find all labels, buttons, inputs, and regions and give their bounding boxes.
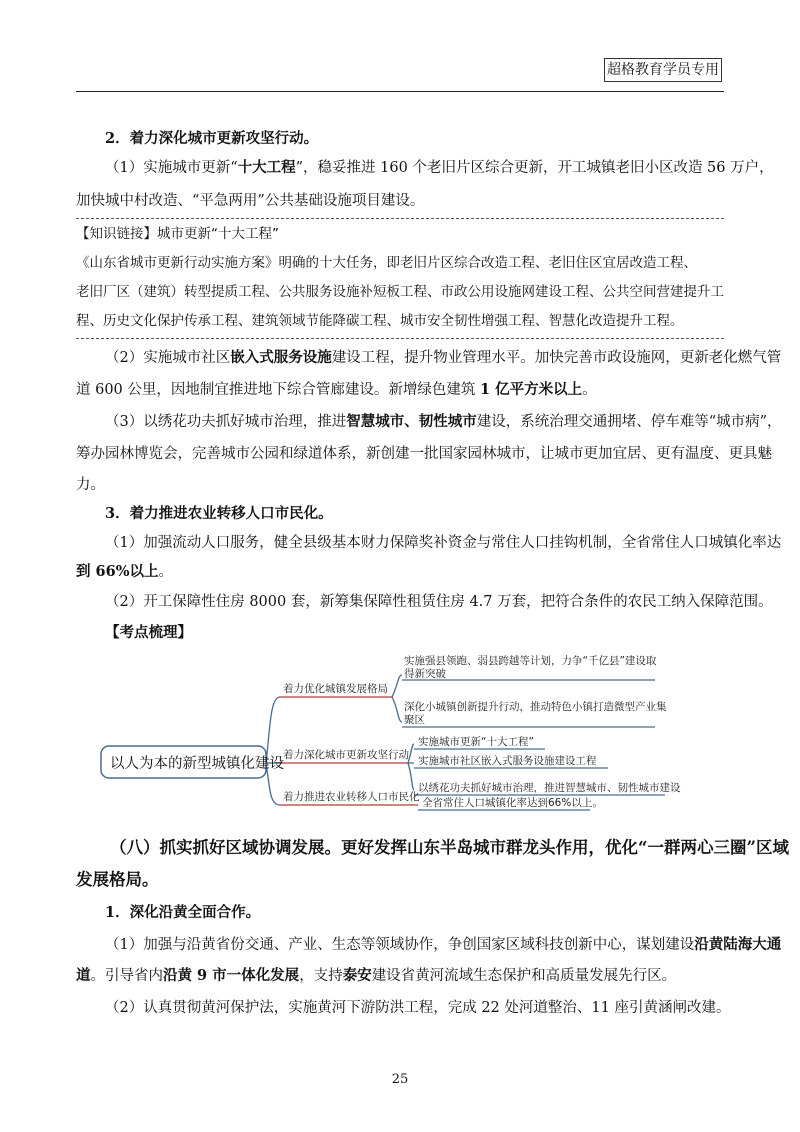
paragraph: [76, 933, 782, 957]
mindmap-leaf: 聚区: [404, 714, 425, 726]
connector: [392, 697, 402, 722]
text: （1）加强与沿黄省份交通、产业、生态等领域协作，争创国家区域科技创新中心，谋划建设: [105, 937, 695, 953]
knowledge-line: 程、历史文化保护传承工程、建筑领域节能降碳工程、城市安全韧性增强工程、智慧化改造提升工程。: [76, 313, 684, 329]
emphasis: 智慧城市、韧性城市: [346, 413, 477, 430]
emphasis: 1 亿平方米以上: [480, 381, 583, 398]
knowledge-line: 《山东省城市更新行动实施方案》明确的十大任务，即老旧片区综合改造工程、老旧住区宜居改造工程、: [76, 255, 697, 271]
mind-map: [0, 650, 800, 830]
subsection-heading: 1．深化沿黄全面合作。: [105, 904, 261, 921]
text: 。引导省内: [90, 968, 163, 984]
emphasis: 嵌入式服务设施: [230, 349, 332, 366]
mindmap-branch: 着力推进农业转移人口市民化: [283, 791, 420, 803]
text: （2）实施城市社区: [105, 350, 231, 366]
text: 。: [582, 382, 597, 398]
header-rule: [76, 91, 724, 92]
paragraph: [76, 156, 774, 180]
mindmap-leaf: 得新突破: [404, 668, 446, 680]
connector: [392, 675, 402, 697]
mindmap-leaf: 深化小城镇创新提升行动，推动特色小镇打造微型产业集: [404, 701, 667, 713]
section-8-heading-continued: 发展格局。: [76, 870, 159, 889]
knowledge-line: 老旧厂区（建筑）转型提质工程、公共服务设施补短板工程、市政公用设施网建设工程、公共空间营建提升工: [76, 284, 724, 300]
connector: [266, 697, 280, 763]
emphasis: 十大工程: [237, 159, 296, 176]
paragraph-continued: [76, 964, 724, 988]
text: ，支持: [299, 968, 343, 984]
paragraph-continued: 筹办园林博览会，完善城市公园和绿道体系，新创建一批国家园林城市，让城市更加宜居、更有温度、更具魅: [76, 446, 772, 462]
usage-badge: 超格教育学员专用: [604, 58, 722, 82]
emphasis: 泰安: [342, 967, 372, 984]
mindmap-leaf: 全省常住人口城镇化率达到66%以上。: [422, 797, 603, 809]
section-8-heading: （八）抓实抓好区域协调发展。更好发挥山东半岛城市群龙头作用，优化“一群两心三圈”区域: [110, 838, 789, 857]
text: ”，稳妥推进 160 个老旧片区综合更新，开工城镇老旧小区改造 56 万户，: [295, 160, 774, 176]
emphasis: 道: [76, 967, 91, 984]
paragraph: [76, 346, 782, 370]
paragraph: [76, 410, 782, 434]
knowledge-divider-top: [76, 218, 724, 219]
section-2-heading: 2．着力深化城市更新攻坚行动。: [105, 130, 319, 147]
mindmap-leaf: 实施城市社区嵌入式服务设施建设工程: [418, 755, 597, 767]
mindmap-branch: 着力优化城镇发展格局: [283, 683, 388, 695]
review-label: 【考点梳理】: [105, 624, 192, 641]
paragraph: （2）认真贯彻黄河保护法，实施黄河下游防洪工程，完成 22 处河道整治、11 座引黄涵闸改建。: [105, 1000, 731, 1016]
text: 道 600 公里，因地制宜推进地下综合管廊建设。新增绿色建筑: [76, 382, 481, 398]
mindmap-leaf: 实施强县领跑、弱县跨越等计划，力争“千亿县”建设取: [404, 655, 657, 667]
page-number: 25: [391, 1072, 409, 1087]
knowledge-title: 【知识链接】城市更新“十大工程”: [76, 226, 279, 242]
emphasis: 沿黄陆海大通: [694, 936, 782, 953]
paragraph-continued: 加快城中村改造、“平急两用”公共基础设施项目建设。: [76, 193, 425, 209]
emphasis: 沿黄 9 市一体化发展: [163, 967, 300, 984]
connector: [408, 763, 414, 790]
paragraph-continued: [76, 378, 724, 402]
text: 建设，系统治理交通拥堵、停车难等“城市病”，: [476, 414, 782, 430]
knowledge-divider-bottom: [76, 338, 724, 339]
mindmap-root: 以人为本的新型城镇化建设: [110, 756, 284, 772]
mindmap-branch: 着力深化城市更新攻坚行动: [283, 749, 409, 761]
paragraph: （2）开工保障性住房 8000 套，新筹集保障性租赁住房 4.7 万套，把符合条件的农民工纳入保障范围。: [105, 594, 773, 610]
text: （1）实施城市更新“: [105, 160, 238, 176]
mindmap-leaf: 实施城市更新“十大工程”: [418, 736, 534, 748]
text: （3）以绣花功夫抓好城市治理，推进: [105, 414, 347, 430]
text: 。: [158, 564, 174, 580]
text: 建设省黄河流域生态保护和高质量发展先行区。: [371, 968, 677, 984]
paragraph-continued: 力。: [76, 477, 105, 493]
mindmap-leaf: 以绣花功夫抓好城市治理，推进智慧城市、韧性城市建设: [418, 782, 681, 794]
text: 建设工程，提升物业管理水平。加快完善市政设施网，更新老化燃气管: [331, 350, 782, 366]
section-3-heading: 3．着力推进农业转移人口市民化。: [105, 505, 333, 522]
emphasis: 到 66%以上: [76, 563, 159, 580]
paragraph-continued: [76, 560, 724, 584]
paragraph: （1）加强流动人口服务，健全县级基本财力保障奖补资金与常住人口挂钩机制，全省常住人口城镇化率达: [105, 535, 782, 551]
